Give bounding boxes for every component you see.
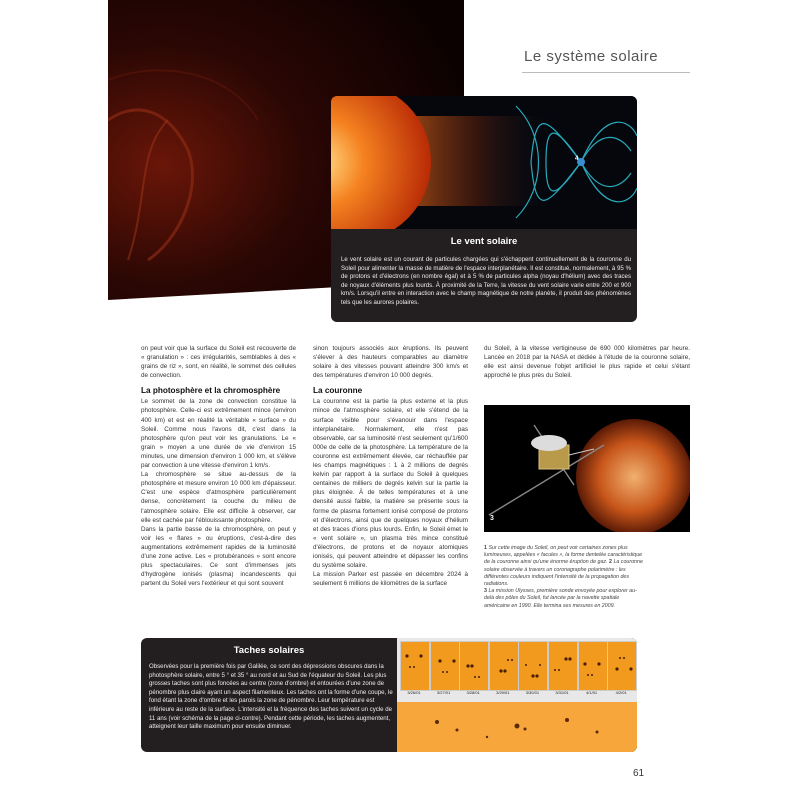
sunspot-date-label: 3/26/01 <box>407 690 421 695</box>
sunspot-thumbnail <box>578 641 608 691</box>
sunspot-date-label: 4/2/01 <box>615 690 627 695</box>
sunspot-date-label: 3/30/01 <box>525 690 540 695</box>
page-number: 61 <box>633 768 645 779</box>
wind-image-number: 4 <box>575 156 579 162</box>
sunspot-thumbnail <box>400 641 430 691</box>
solar-wind-image <box>331 96 637 229</box>
sunspot-thumbnail <box>489 641 519 691</box>
wind-box-text: Le vent solaire est un courant de particules chargées qui s'échappent continuellement de la couronne du Soleil pour alimenter la masse de matière de l'espace interplanétaire. Il est constitué, normalement, à 95 % de protons et d'électrons (en nombre égal) et à 5 % de particules alpha (noyau d'hélium) avec des traces de noyaux d'éléments plus lourds. À proximité de la Terre, la vitesse du vent solaire varie entre 200 et 900 km/s. Lorsqu'il entre en interaction avec le champ magnétique de notre planète, il produit des phénomènes tels que les aurores polaires. <box>341 256 631 306</box>
heading-corona: La couronne <box>313 386 363 396</box>
sunspot-thumbnail <box>548 641 578 691</box>
paragraph: Le sommet de la zone de convection constitue la photosphère. Celle-ci est extrêmement mince (environ 400 km) et est en réalité la véritable « surface » du Soleil. Comme nous l'avons dit, c'est dans la photosphère qu'on peut voir les granulations. Le « grain » moyen a une durée de vie d'environ 15 minutes, une dimension d'environ 1 000 km, et s'élève par convection à une vitesse d'environ 1 km/s. <box>141 398 296 470</box>
text-column-1 <box>141 344 296 588</box>
paragraph: La chromosphère se situe au-dessus de la photosphère et mesure environ 10 000 km d'épaisseur. C'est une espèce d'atmosphère particulièrement dense, concrètement la couche du milieu de l'atmosphère solaire. Elle est difficile à observer, car elle est cachée par l'éblouissante photosphère. <box>141 471 296 524</box>
sunspot-date-label: 4/1/01 <box>586 690 598 695</box>
sunspots-sun-image <box>397 702 637 752</box>
paragraph: on peut voir que la surface du Soleil est recouverte de « granulation » : ces irrégularités, semblables à des « grains de riz », sont, en réalité, le sommet des cellules de convection. <box>141 345 296 380</box>
caption-3: 3 La mission Ulysses, première sonde envoyée pour explorer au-delà des pôles du Soleil, fut lancée par la navette spatiale américaine en 1990. Elle termina ses mesures en 2009. <box>484 588 637 609</box>
paragraph: Dans la partie basse de la chromosphère, on peut y voir les « flares » ou éruptions, c'est-à-dire des augmentations extrêmement rapides de la luminosité d'une zone active. Les « protubérances » sont encore plus spectaculaires. Ce sont d'immenses jets d'hydrogène ionisés (plasma) incandescents qui partent du Soleil vers l'extérieur et qui sont souvent <box>141 525 296 588</box>
sunspots-title: Taches solaires <box>233 645 305 656</box>
sunspot-date-label: 3/29/01 <box>496 690 510 695</box>
sunspot-thumbnail <box>607 641 637 691</box>
solar-wind-box <box>331 96 637 322</box>
sunspot-date-label: 3/27/01 <box>436 690 451 695</box>
sunspot-thumbnail <box>430 641 460 691</box>
ulysses-probe-image <box>484 405 690 532</box>
paragraph: La couronne est la partie la plus externe et la plus mince de l'atmosphère solaire, et elle s'étend de la surface visible pour s'évanouir dans l'espace interplanétaire. Normalement, elle n'est pas observable, car sa luminosité n'est seulement qu'1/600 000e de celle de la photosphère. La température de la couronne est extrêmement élevée, car réchauffée par les champs magnétiques : 1 à 2 millions de degrés kelvin par rapport à la surface du Soleil à quelques centaines de milliers de degrés kelvin sur la partie la plus éloignée. À de telles températures et à une densité aussi faible, la matière se présente sous la forme de plasma fortement ionisé composé de protons et d'électrons, ainsi que de quelques noyaux d'hélium et des traces d'ions plus lourds. Enfin, le Soleil émet le « vent solaire », un plasma très mince constitué d'électrons, de protons et de noyaux atomiques ionisés, qui peuvent atteindre et dépasser les confins du système solaire. <box>313 398 468 570</box>
sunspots-box <box>141 638 637 752</box>
caption-1: 1 Sur cette image du Soleil, on peut voir certaines zones plus lumineuses, appelées « facules », la forme dentelée caractéristique de la couronne ainsi qu'une énorme éruption de gaz. 2 La couronne solaire observée à travers un coronagraphe polarimètre : les différentes couleurs indiquent l'intensité de la propagation des radiations. <box>484 545 643 588</box>
figure-captions <box>484 545 644 610</box>
image-number: 3 <box>490 515 494 522</box>
paragraph: sinon toujours associés aux éruptions. Ils peuvent s'élever à des hauteurs comparables au diamètre solaire à des vitesses pouvant atteindre 300 km/s et des températures d'environ 10 000 degrés. <box>313 345 468 380</box>
wind-box-title: Le vent solaire <box>450 236 518 247</box>
section-divider <box>522 72 690 73</box>
sunspot-thumbnail <box>518 641 548 691</box>
sunspot-date-label: 3/28/01 <box>466 690 480 695</box>
sunspots-text: Observées pour la première fois par Galilée, ce sont des dépressions obscures dans la photosphère solaire, entre 5 ° et 35 ° au nord et au Sud de l'équateur du Soleil. Les plus grosses taches sont plus foncées au centre (zone d'ombre) et entourées d'une zone de pénombre plus claire ayant un aspect filamenteux. Les taches ont la forme d'une coupe, le fond étant la zone d'ombre et les parois la zone de pénombre. Leur température est inférieure au reste de la surface. L'intensité et la fréquence des taches suivent un cycle de 11 ans (voir schéma de la page ci-contre). Pendant cette période, les taches augmentent, atteignent leur taille maximum pour ensuite diminuer. <box>149 663 393 731</box>
heading-photosphere: La photosphère et la chromosphère <box>141 386 281 396</box>
text-column-3 <box>484 344 690 380</box>
section-title: Le système solaire <box>524 48 659 65</box>
paragraph: La mission Parker est passée en décembre 2024 à seulement 6 millions de kilomètres de la surface <box>313 571 468 588</box>
sunspot-sequence-strip <box>397 638 637 702</box>
text-column-2 <box>313 344 468 588</box>
sunspot-thumbnail <box>459 641 489 691</box>
sunspot-date-label: 3/31/01 <box>555 690 569 695</box>
paragraph: du Soleil, à la vitesse vertigineuse de 690 000 kilomètres par heure. Lancée en 2018 par la NASA et dédiée à l'étude de la couronne solaire, elle est ainsi devenue l'objet artificiel le plus rapide et celui s'étant approché le plus près du Soleil. <box>484 345 690 380</box>
